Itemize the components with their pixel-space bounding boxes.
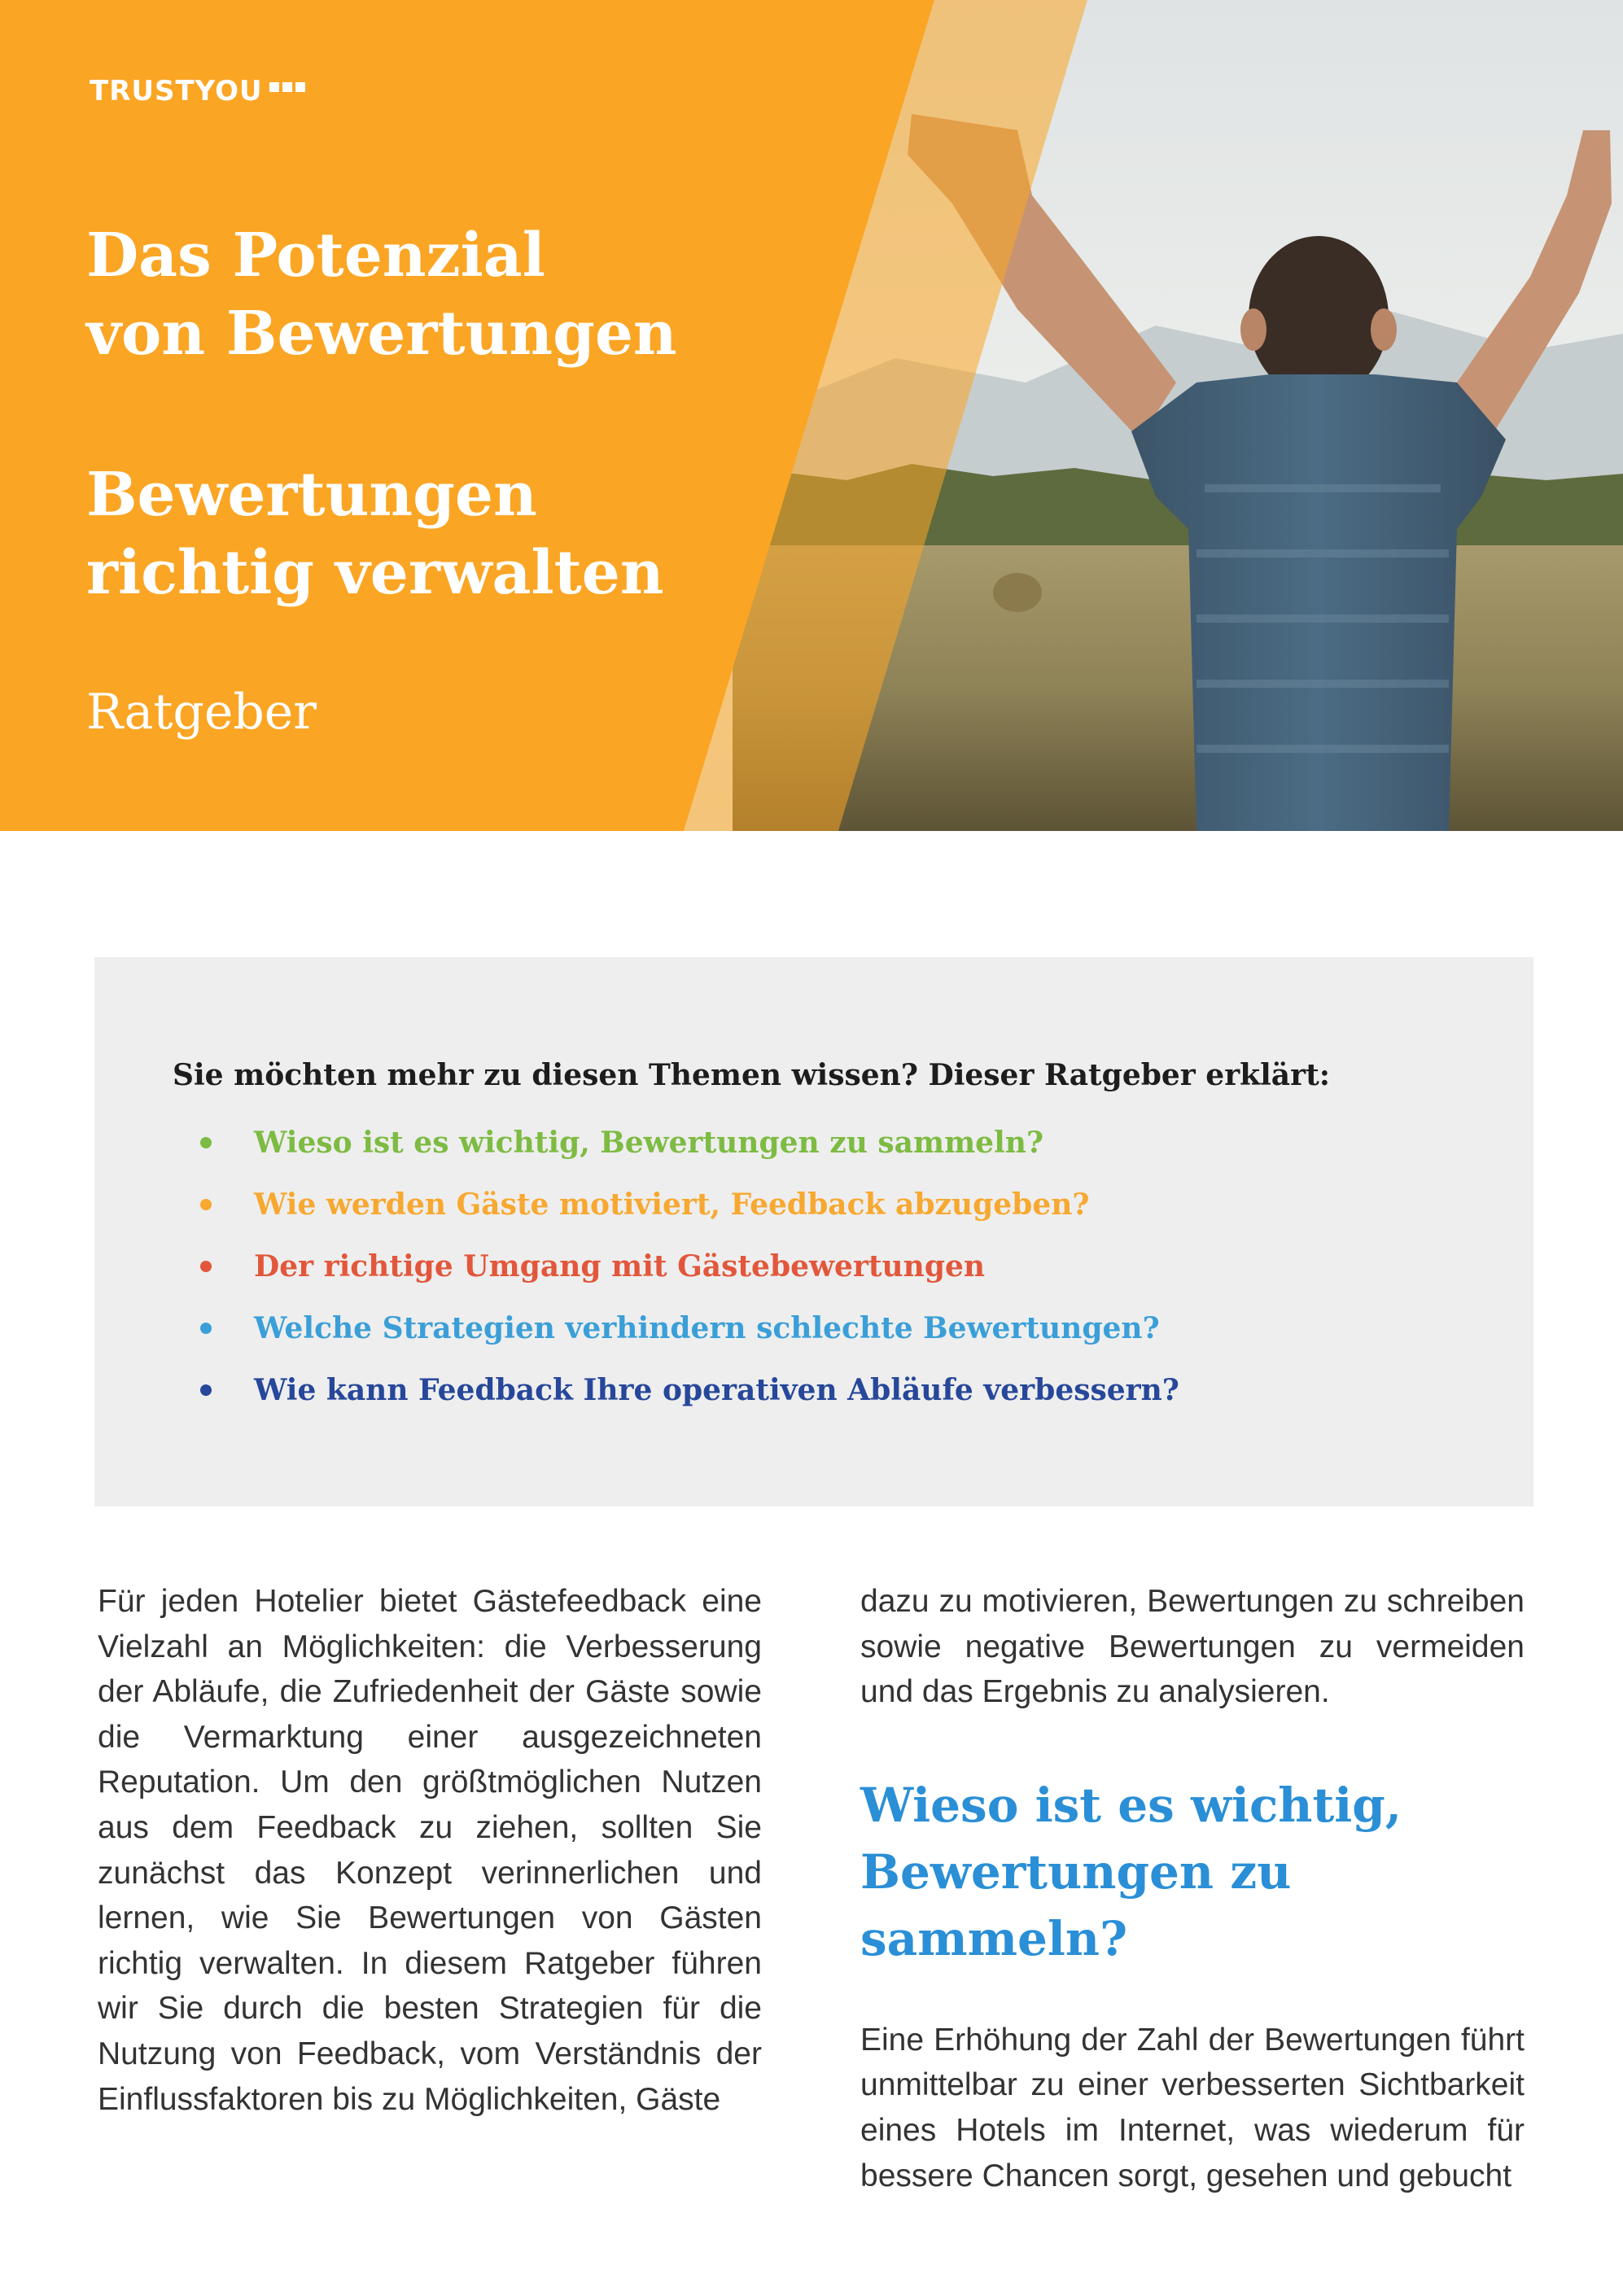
logo-text: TRUSTYOU [90,75,263,107]
topic-label: Der richtige Umgang mit Gästebewertungen [254,1249,986,1284]
topic-label: Wie werden Gäste motiviert, Feedback abzugeben? [254,1187,1090,1222]
section-title-line2: Bewertungen zu sammeln? [860,1843,1292,1966]
hero-subtitle: Ratgeber [86,684,317,741]
intro-paragraph: Für jeden Hotelier bietet Gästefeedback eine Vielzahl an Möglichkeiten: die Verbesserung der Abläufe, die Zufriedenheit der Gäste sowie die Vermarktung einer ausgezeichneten Reputation. Um den größtmöglichen Nutzen aus dem Feedback zu ziehen, sollten Sie zunächst das Konzept verinnerlichen und lernen, wie Sie Bewertungen von Gästen richtig verwalten. In diesem Ratgeber führen wir Sie durch die besten Strategien für die Nutzung von Feedback, vom Verständnis der Einflussfaktoren bis zu Möglichkeiten, Gäste [98,1584,762,2117]
trustyou-logo [90,75,305,107]
hero-banner [0,0,1623,831]
topics-heading: Sie möchten mehr zu diesen Themen wissen? Dieser Ratgeber erklärt: [173,1058,1330,1092]
section-title-line1: Wieso ist es wichtig, [860,1777,1402,1833]
hero-title-second [86,456,664,612]
bullet-dot-icon [200,1137,212,1148]
section-paragraph: Eine Erhöhung der Zahl der Bewertungen führt unmittelbar zu einer verbesserten Sichtbarkeit eines Hotels im Internet, was wiederum für bessere Chancen sorgt, gesehen und gebucht [860,2022,1525,2193]
bullet-dot-icon [200,1261,212,1272]
hero-title2-line1: Bewertungen [86,460,537,530]
bullet-dot-icon [200,1199,212,1210]
topic-label: Wie kann Feedback Ihre operativen Abläufe verbessern? [254,1373,1179,1407]
right-column [860,1579,1525,2198]
topic-item [200,1174,1179,1235]
hero-title-line2: von Bewertungen [86,299,677,369]
topic-item [200,1297,1179,1359]
topics-box [94,957,1533,1507]
topic-item [200,1235,1179,1297]
hero-title [86,216,677,373]
topics-list [200,1112,1179,1421]
intro-paragraph-continued: dazu zu motivieren, Bewertungen zu schreiben sowie negative Bewertungen zu vermeiden und das Ergebnis zu analysieren. [860,1584,1525,1710]
logo-bars-icon [269,82,305,92]
bullet-dot-icon [200,1323,212,1334]
bullet-dot-icon [200,1384,212,1396]
topic-item [200,1359,1179,1421]
hero-title2-line2: richtig verwalten [86,538,664,608]
topic-label: Welche Strategien verhindern schlechte Bewertungen? [254,1311,1160,1345]
topic-label: Wieso ist es wichtig, Bewertungen zu sammeln? [254,1126,1044,1160]
section-title [860,1772,1525,1972]
topic-item [200,1112,1179,1174]
left-column [98,1579,762,2122]
hero-title-line1: Das Potenzial [86,221,545,291]
